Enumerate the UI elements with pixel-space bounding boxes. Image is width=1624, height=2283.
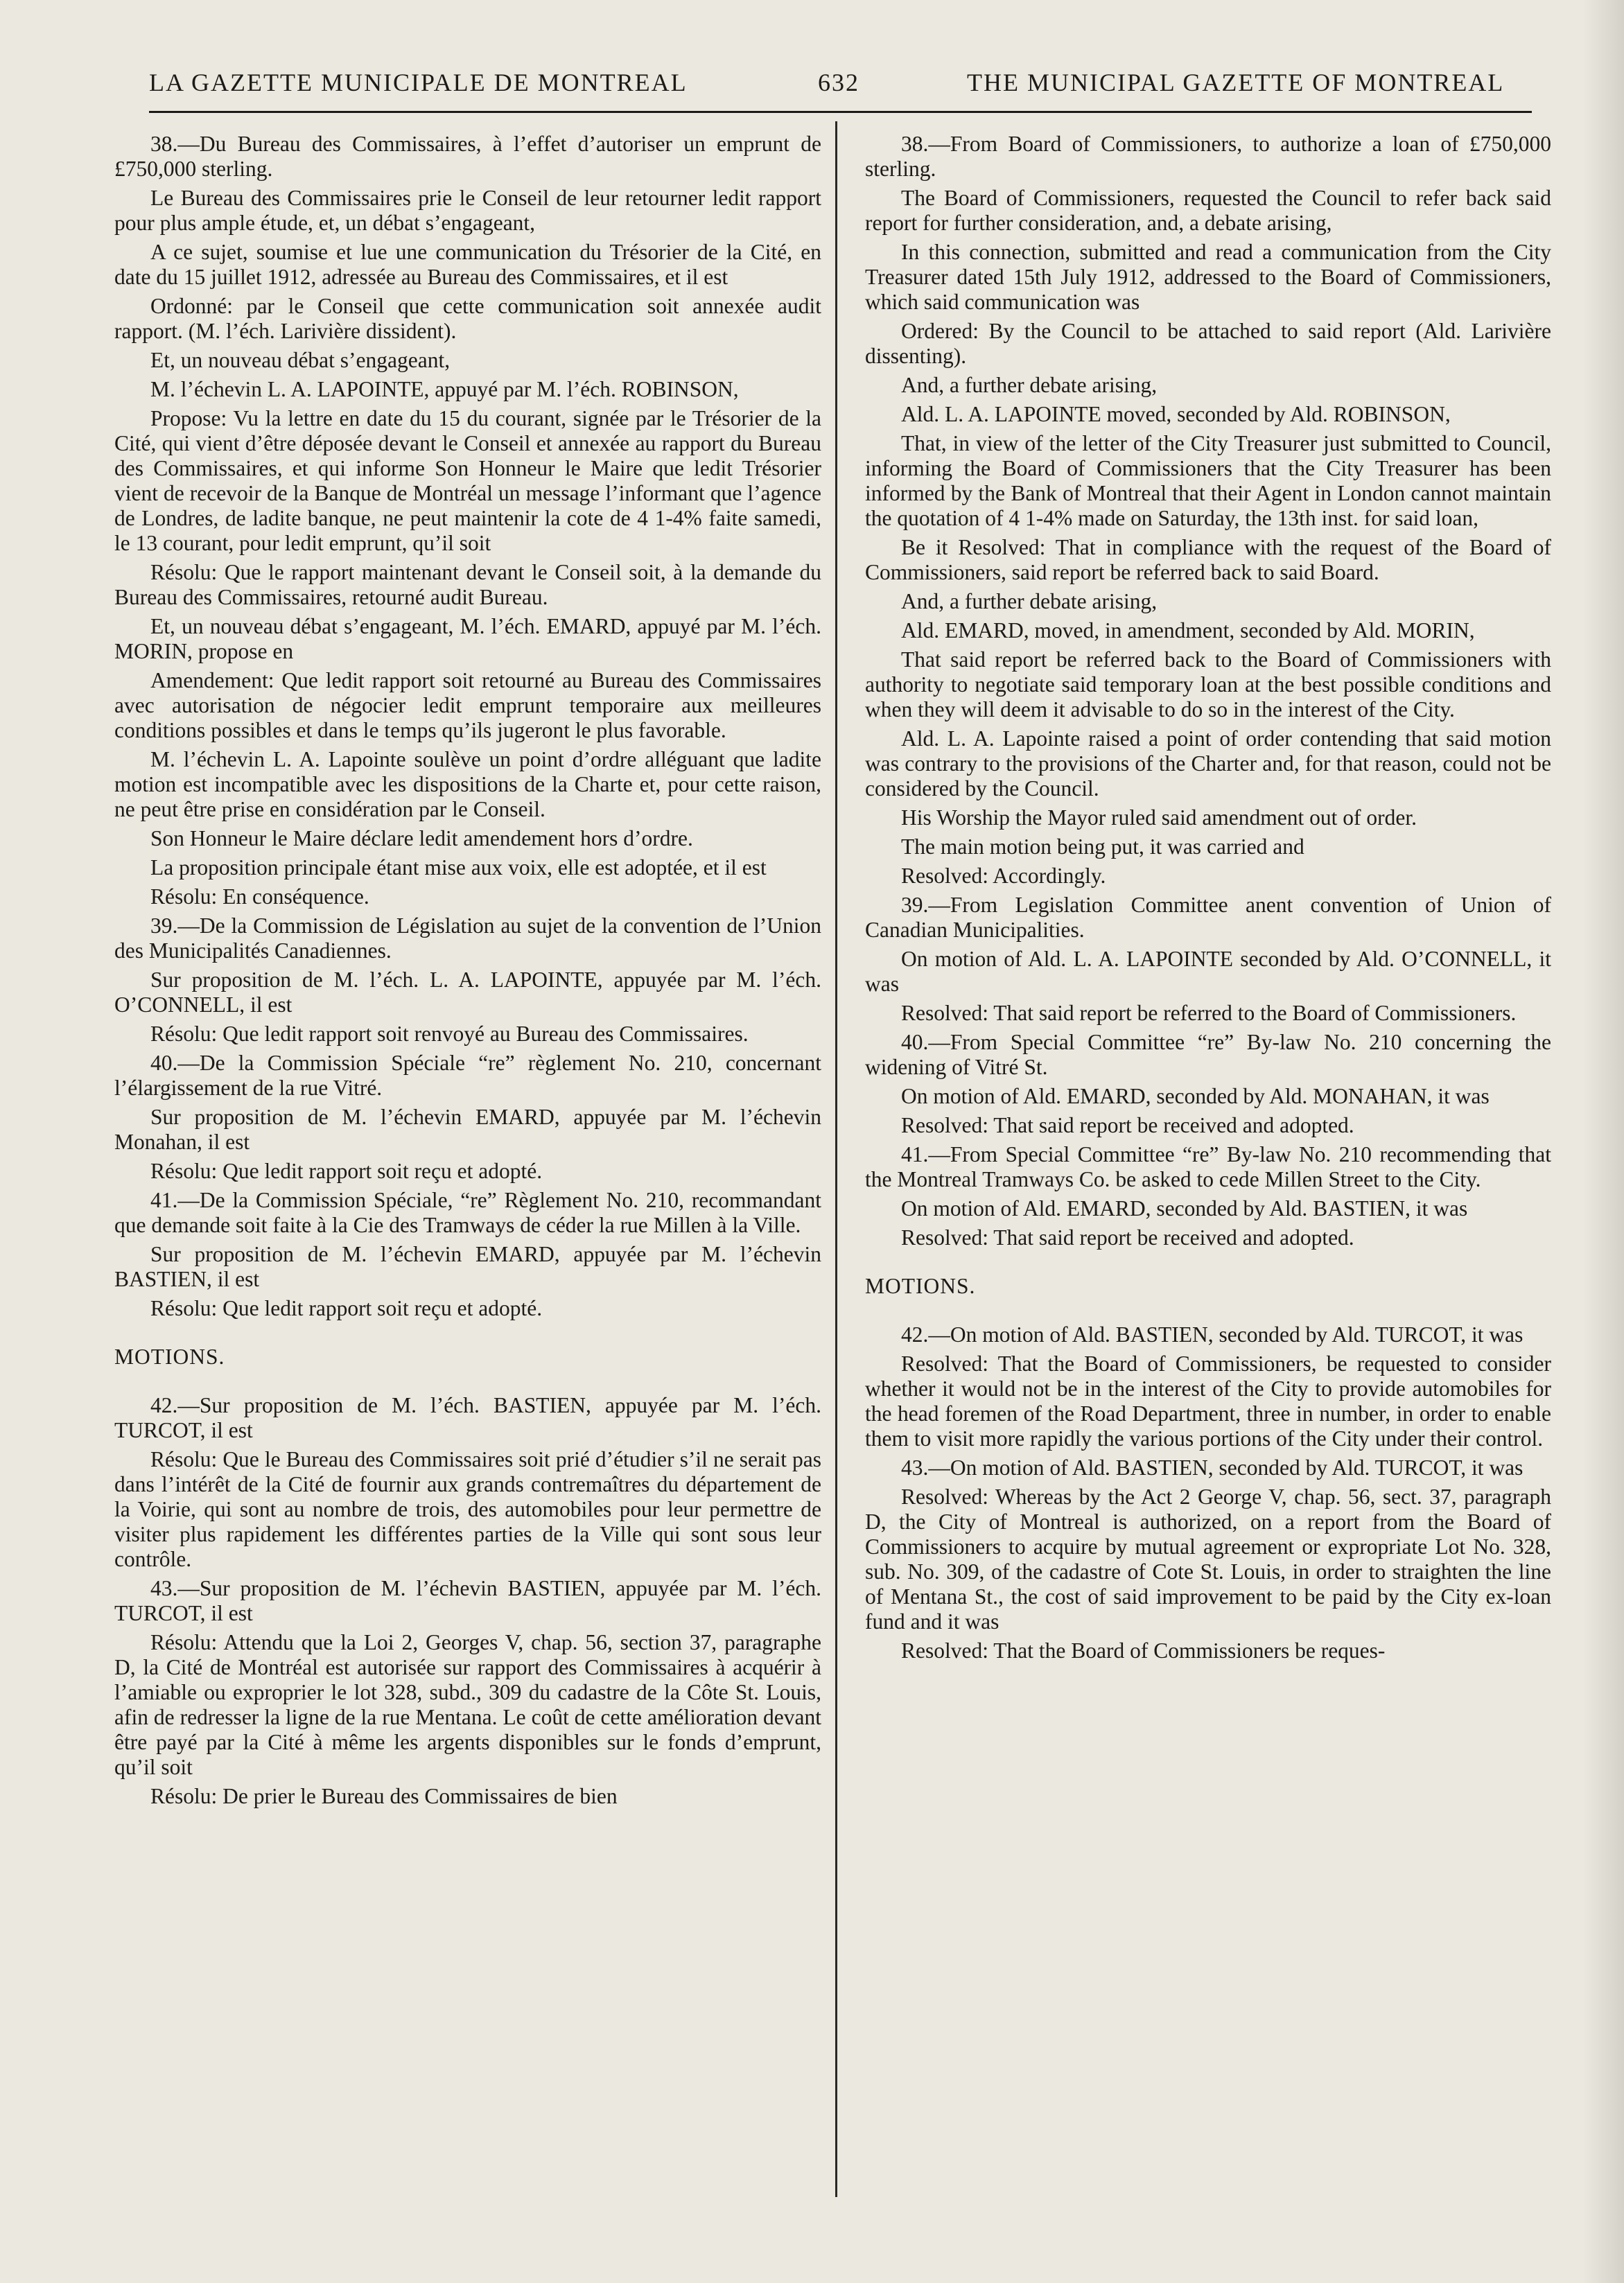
french-paragraph: La proposition principale étant mise aux voix, elle est adoptée, et il est [150, 855, 767, 880]
english-paragraph: Be it Resolved: That in compliance with the request of the Board of Commissioners, said report be referred back to said Board. [865, 535, 1551, 584]
french-paragraph: A ce sujet, soumise et lue une communication du Trésorier de la Cité, en date du 15 juillet 1912, adressée au Bureau des Commissaires, et il est [114, 240, 821, 289]
header-rule [149, 111, 1532, 113]
column-divider [835, 121, 837, 2197]
english-paragraph: Ald. EMARD, moved, in amendment, seconded by Ald. MORIN, [901, 618, 1475, 642]
french-column [114, 132, 821, 1813]
page-number: 632 [818, 69, 859, 96]
english-paragraph: And, a further debate arising, [901, 589, 1158, 613]
page-header [149, 68, 1525, 103]
french-paragraph: Résolu: Que le rapport maintenant devant le Conseil soit, à la demande du Bureau des Commissaires, retourné audit Bureau. [114, 560, 821, 609]
header-french-title: LA GAZETTE MUNICIPALE DE MONTREAL [149, 69, 688, 96]
english-paragraph: 41.—From Special Committee “re” By-law No. 210 recommending that the Montreal Tramways Co. be asked to cede Millen Street to the City. [865, 1142, 1551, 1191]
french-paragraph: Résolu: Attendu que la Loi 2, Georges V, chap. 56, section 37, paragraphe D, la Cité de Montréal est autorisée sur rapport des Commissaires à acquérir à l’amiable ou exproprier le lot 328, subd., 309 du cadastre de la Côte St. Louis, afin de redresser la ligne de la rue Mentana. Le coût de cette amélioration devant être payé par la Cité à même les argents disponibles sur le fonds d’emprunt, qu’il soit [114, 1630, 821, 1779]
french-paragraph: 43.—Sur proposition de M. l’échevin BASTIEN, appuyée par M. l’éch. TURCOT, il est [114, 1576, 821, 1625]
french-paragraph: Amendement: Que ledit rapport soit retourné au Bureau des Commissaires avec autorisation de négocier ledit emprunt temporaire aux meilleures conditions possibles et dans le temps qu’ils jugeront le plus favorable. [114, 668, 821, 742]
english-paragraph: And, a further debate arising, [901, 373, 1158, 397]
french-paragraph: Propose: Vu la lettre en date du 15 du courant, signée par le Trésorier de la Cité, qui vient d’être déposée devant le Conseil et annexée au rapport du Bureau des Commissaires, et qui informe Son Honneur le Maire que ledit Trésorier vient de recevoir de la Banque de Montréal un message l’informant que l’agence de Londres, de ladite banque, ne peut maintenir la cote de 4 1-4% faite samedi, le 13 courant, pour ledit emprunt, qu’il soit [114, 406, 821, 555]
english-paragraph: On motion of Ald. EMARD, seconded by Ald. BASTIEN, it was [901, 1196, 1468, 1221]
french-paragraph: 38.—Du Bureau des Commissaires, à l’effet d’autoriser un emprunt de £750,000 sterling. [114, 132, 821, 181]
english-paragraph: His Worship the Mayor ruled said amendment out of order. [901, 805, 1417, 830]
french-paragraph: 42.—Sur proposition de M. l’éch. BASTIEN, appuyée par M. l’éch. TURCOT, il est [114, 1393, 821, 1442]
french-paragraph: Sur proposition de M. l’échevin EMARD, appuyée par M. l’échevin Monahan, il est [114, 1105, 821, 1154]
french-paragraph: Résolu: De prier le Bureau des Commissaires de bien [150, 1784, 618, 1808]
french-section-heading: MOTIONS. [114, 1345, 225, 1369]
english-column [865, 132, 1551, 1668]
french-paragraph: Résolu: Que ledit rapport soit reçu et adopté. [150, 1159, 543, 1183]
french-paragraph: Résolu: Que le Bureau des Commissaires soit prié d’étudier s’il ne serait pas dans l’intérêt de la Cité de fournir aux grands contremaîtres du département de la Voirie, qui sont au nombre de trois, des automobiles pour leur permettre de visiter plus rapidement les différentes parties de la Ville qui sont sous leur contrôle. [114, 1447, 821, 1571]
french-paragraph: 41.—De la Commission Spéciale, “re” Règlement No. 210, recommandant que demande soit faite à la Cie des Tramways de céder la rue Millen à la Ville. [114, 1188, 821, 1237]
english-paragraph: Resolved: Accordingly. [901, 864, 1106, 888]
french-paragraph: M. l’échevin L. A. LAPOINTE, appuyé par M. l’éch. ROBINSON, [150, 377, 739, 401]
english-paragraph: Resolved: That the Board of Commissioners, be requested to consider whether it would not be in the interest of the City to provide automobiles for the head foremen of the Road Department, three in number, in order to enable them to visit more rapidly the various portions of the City under their control. [865, 1352, 1551, 1451]
page-edge-shadow [1582, 0, 1624, 2283]
french-paragraph: Son Honneur le Maire déclare ledit amendement hors d’ordre. [150, 826, 693, 850]
french-paragraph: Résolu: Que ledit rapport soit reçu et adopté. [150, 1296, 543, 1320]
french-paragraph: Et, un nouveau débat s’engageant, M. l’éch. EMARD, appuyé par M. l’éch. MORIN, propose en [114, 614, 821, 663]
english-paragraph: Ald. L. A. LAPOINTE moved, seconded by Ald. ROBINSON, [901, 402, 1451, 426]
french-paragraph: Résolu: Que ledit rapport soit renvoyé au Bureau des Commissaires. [150, 1022, 749, 1046]
header-english-title: THE MUNICIPAL GAZETTE OF MONTREAL [967, 69, 1505, 96]
english-paragraph: That, in view of the letter of the City Treasurer just submitted to Council, informing the Board of Commissioners that the City Treasurer has been informed by the Bank of Montreal that their Agent in London cannot maintain the quotation of 4 1-4% made on Saturday, the 13th inst. for said loan, [865, 431, 1551, 530]
french-paragraph: Et, un nouveau débat s’engageant, [150, 348, 451, 372]
english-paragraph: In this connection, submitted and read a communication from the City Treasurer dated 15th July 1912, addressed to the Board of Commissioners, which said communication was [865, 240, 1551, 314]
english-paragraph: 40.—From Special Committee “re” By-law No. 210 concerning the widening of Vitré St. [865, 1030, 1551, 1079]
french-paragraph: 40.—De la Commission Spéciale “re” règlement No. 210, concernant l’élargissement de la rue Vitré. [114, 1051, 821, 1100]
english-paragraph: Resolved: That said report be received and adopted. [901, 1225, 1354, 1250]
english-paragraph: 43.—On motion of Ald. BASTIEN, seconded by Ald. TURCOT, it was [901, 1455, 1523, 1480]
french-paragraph: 39.—De la Commission de Législation au sujet de la convention de l’Union des Municipalités Canadiennes. [114, 913, 821, 963]
english-paragraph: The main motion being put, it was carried and [901, 834, 1304, 859]
french-paragraph: Sur proposition de M. l’échevin EMARD, appuyée par M. l’échevin BASTIEN, il est [114, 1242, 821, 1291]
french-paragraph: M. l’échevin L. A. Lapointe soulève un point d’ordre alléguant que ladite motion est incompatible avec les dispositions de la Charte et, pour cette raison, ne peut être prise en considération par le Conseil. [114, 747, 821, 821]
english-paragraph: 39.—From Legislation Committee anent convention of Union of Canadian Municipalities. [865, 893, 1551, 942]
english-paragraph: On motion of Ald. L. A. LAPOINTE seconded by Ald. O’CONNELL, it was [865, 947, 1551, 996]
french-paragraph: Le Bureau des Commissaires prie le Conseil de leur retourner ledit rapport pour plus ample étude, et, un débat s’engageant, [114, 186, 821, 235]
english-paragraph: The Board of Commissioners, requested the Council to refer back said report for further consideration, and, a debate arising, [865, 186, 1551, 235]
french-paragraph: Résolu: En conséquence. [150, 884, 369, 909]
english-paragraph: Resolved: That said report be received and adopted. [901, 1113, 1354, 1137]
english-paragraph: 38.—From Board of Commissioners, to authorize a loan of £750,000 sterling. [865, 132, 1551, 181]
english-paragraph: Ordered: By the Council to be attached to said report (Ald. Larivière dissenting). [865, 319, 1551, 368]
english-paragraph: That said report be referred back to the Board of Commissioners with authority to negotiate said temporary loan at the best possible conditions and when they will deem it advisable to do so in the interest of the City. [865, 647, 1551, 721]
english-paragraph: Resolved: That said report be referred to the Board of Commissioners. [901, 1001, 1517, 1025]
french-paragraph: Ordonné: par le Conseil que cette communication soit annexée audit rapport. (M. l’éch. Larivière dissident). [114, 294, 821, 343]
english-paragraph: Resolved: That the Board of Commissioners be reques- [901, 1638, 1386, 1663]
english-paragraph: Ald. L. A. Lapointe raised a point of order contending that said motion was contrary to the provisions of the Charter and, for that reason, could not be considered by the Council. [865, 726, 1551, 801]
french-paragraph: Sur proposition de M. l’éch. L. A. LAPOINTE, appuyée par M. l’éch. O’CONNELL, il est [114, 968, 821, 1017]
english-paragraph: On motion of Ald. EMARD, seconded by Ald. MONAHAN, it was [901, 1084, 1490, 1108]
english-paragraph: Resolved: Whereas by the Act 2 George V, chap. 56, sect. 37, paragraph D, the City of Montreal is authorized, on a report from the Board of Commissioners to acquire by mutual agreement or expropriate Lot No. 328, sub. No. 309, of the cadastre of Cote St. Louis, in order to straighten the line of Mentana St., the cost of said improvement to be paid by the City ex-loan fund and it was [865, 1485, 1551, 1634]
english-paragraph: 42.—On motion of Ald. BASTIEN, seconded by Ald. TURCOT, it was [901, 1322, 1523, 1347]
english-section-heading: MOTIONS. [865, 1274, 976, 1298]
